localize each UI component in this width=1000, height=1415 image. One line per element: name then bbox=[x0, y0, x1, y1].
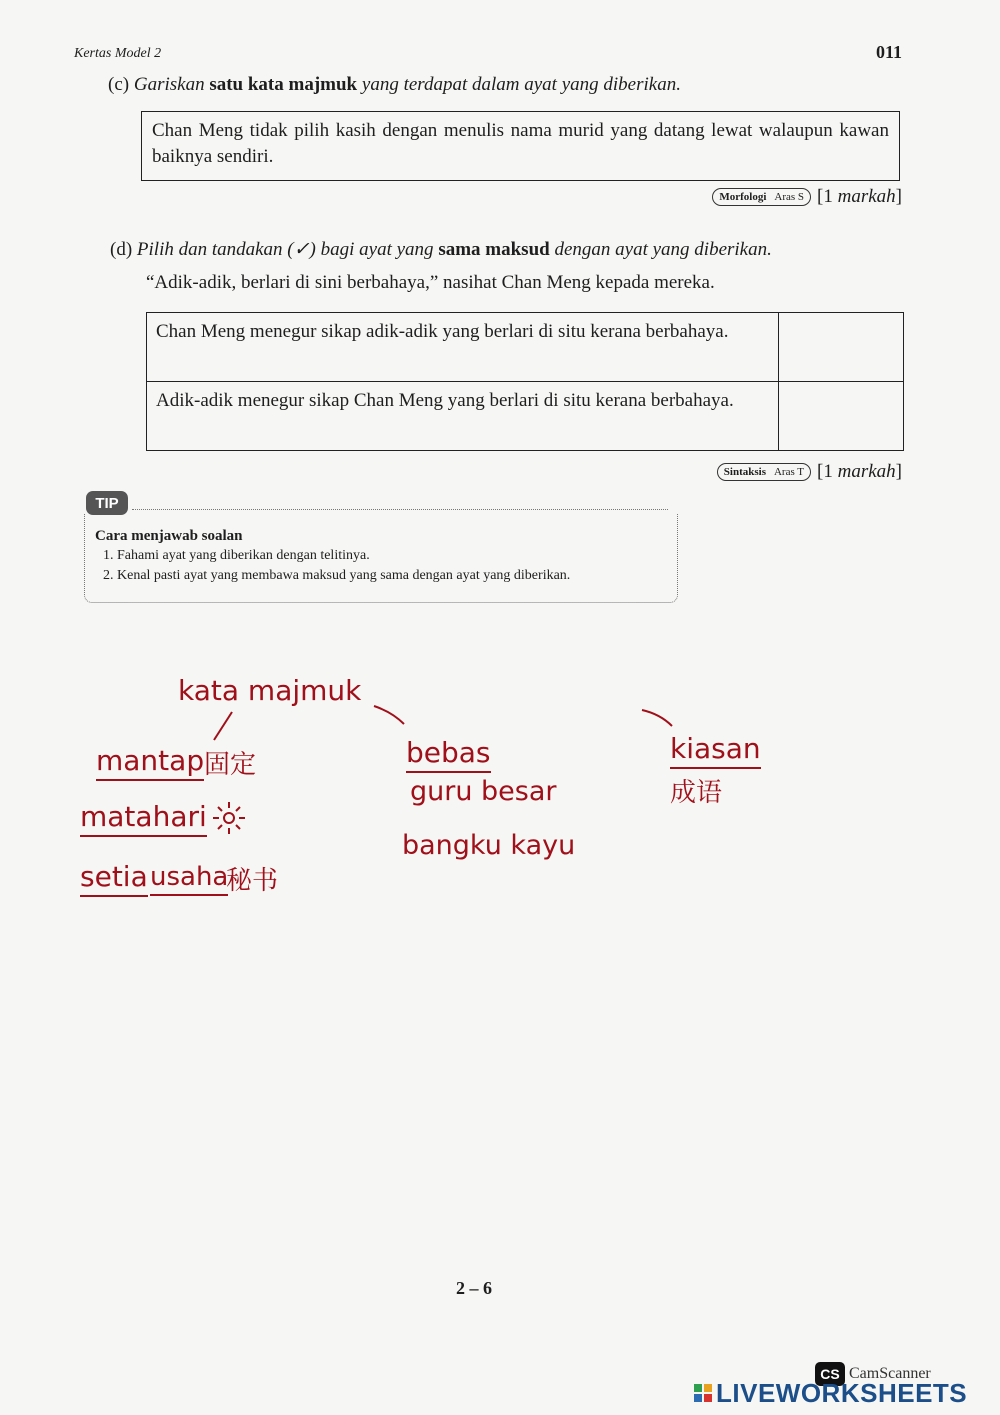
hw-chinese-3: 成语 bbox=[670, 778, 723, 808]
question-d-text-2: sama maksud bbox=[438, 239, 550, 260]
hw-word-bebas: bebas bbox=[406, 736, 491, 773]
marks-label: [1 markah] bbox=[817, 461, 902, 482]
option-row bbox=[147, 313, 904, 382]
sun-icon bbox=[213, 802, 245, 834]
question-d-text-3: dengan ayat yang diberikan. bbox=[554, 239, 772, 260]
hw-word-setia: setia bbox=[80, 860, 148, 897]
question-d bbox=[110, 238, 772, 261]
page-number: 2 – 6 bbox=[456, 1278, 492, 1298]
question-d-quote: “Adik-adik, berlari di sini berbahaya,” nasihat Chan Meng kepada mereka. bbox=[146, 272, 715, 293]
question-d-text-1: Pilih dan tandakan (✓) bagi ayat yang bbox=[136, 239, 434, 260]
hw-chinese-2: 秘书 bbox=[226, 866, 279, 896]
question-c-marks bbox=[712, 186, 902, 208]
brand-text: LIVEWORKSHEETS bbox=[716, 1377, 968, 1408]
hw-word-mantap: mantap bbox=[96, 744, 204, 781]
option-checkbox[interactable] bbox=[779, 382, 904, 451]
level-label: Aras S bbox=[774, 191, 805, 203]
tip-box bbox=[84, 514, 678, 603]
tip-item: 2. Kenal pasti ayat yang membawa maksud yang sama dengan ayat yang diberikan. bbox=[117, 566, 667, 586]
scanner-logo: CS bbox=[815, 1362, 845, 1386]
option-checkbox[interactable] bbox=[779, 313, 904, 382]
liveworksheets-logo bbox=[694, 1377, 968, 1408]
paper-title: Kertas Model 2 bbox=[74, 46, 162, 61]
arrow-stroke-right bbox=[642, 710, 672, 726]
question-c-text-2: satu kata majmuk bbox=[209, 74, 358, 95]
tip-item: 1. Fahami ayat yang diberikan dengan telitinya. bbox=[117, 546, 667, 566]
hw-word-matahari: matahari bbox=[80, 800, 207, 837]
option-row bbox=[147, 382, 904, 451]
tip-title: Cara menjawab soalan bbox=[95, 528, 243, 544]
hw-word-kiasan: kiasan bbox=[670, 732, 761, 769]
option-text: Adik-adik menegur sikap Chan Meng yang berlari di situ kerana berbahaya. bbox=[147, 382, 779, 451]
brand-icon bbox=[694, 1384, 712, 1402]
scanner-text: CamScanner bbox=[849, 1365, 931, 1382]
tip-divider bbox=[132, 509, 668, 510]
tip-badge: TIP bbox=[86, 491, 128, 515]
question-c-text-1: Gariskan bbox=[133, 74, 205, 95]
level-label: Aras T bbox=[773, 466, 805, 478]
skill-label: Morfologi bbox=[719, 191, 767, 203]
hw-word-guru-besar: guru besar bbox=[410, 776, 557, 807]
hw-chinese-1: 固定 bbox=[204, 750, 257, 780]
hw-word-usaha: usaha bbox=[150, 862, 228, 896]
option-text: Chan Meng menegur sikap adik-adik yang berlari di situ kerana berbahaya. bbox=[147, 313, 779, 382]
arrow-stroke-left bbox=[214, 712, 232, 740]
question-d-label: (d) bbox=[110, 239, 133, 260]
question-c-label: (c) bbox=[108, 74, 130, 95]
question-c-skill-tag bbox=[712, 188, 811, 206]
paper-number: 011 bbox=[875, 42, 902, 62]
arrow-stroke-middle bbox=[374, 706, 404, 724]
question-d-skill-tag bbox=[717, 463, 811, 481]
question-c-text-3: yang terdapat dalam ayat yang diberikan. bbox=[361, 74, 681, 95]
hw-heading: kata majmuk bbox=[178, 674, 362, 707]
options-table bbox=[146, 312, 904, 451]
hw-word-bangku-kayu: bangku kayu bbox=[402, 830, 576, 861]
question-c-sentence-box: Chan Meng tidak pilih kasih dengan menulis nama murid yang datang lewat walaupun kawan baiknya sendiri. bbox=[141, 111, 900, 181]
question-c bbox=[108, 74, 681, 96]
marks-label: [1 markah] bbox=[817, 186, 902, 207]
tip-list bbox=[95, 546, 667, 586]
question-d-marks bbox=[717, 461, 902, 483]
skill-label: Sintaksis bbox=[723, 466, 766, 478]
